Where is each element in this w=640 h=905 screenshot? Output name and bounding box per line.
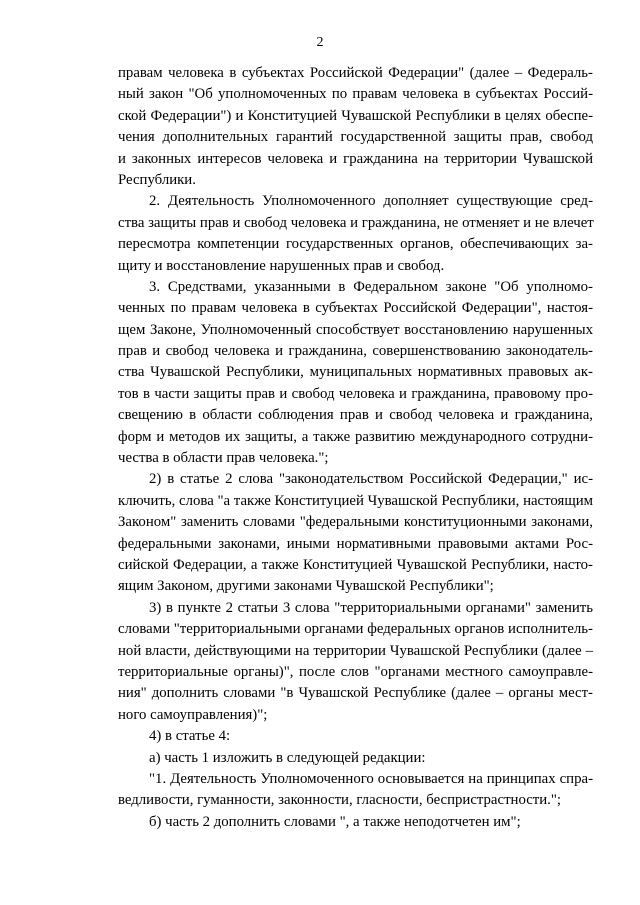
text-line: ный закон "Об уполномоченных по правам человека в субъектах Россий- <box>118 86 593 103</box>
text-line: ного самоуправления)"; <box>118 706 268 723</box>
text-line: Республики. <box>118 171 196 188</box>
text-line: "1. Деятельность Уполномоченного основывается на принципах спра- <box>149 770 593 787</box>
text-line: ской Федерации") и Конституцией Чувашской Республики в целях обеспе- <box>118 107 593 124</box>
text-line: ведливости, гуманности, законности, гласности, беспристрастности."; <box>118 792 562 809</box>
text-line: федеральными законами, иными нормативными правовыми актами Рос- <box>118 535 593 552</box>
text-line: пересмотра компетенции государственных органов, обеспечивающих за- <box>118 236 593 253</box>
text-line: б) часть 2 дополнить словами ", а также неподотчетен им"; <box>149 813 521 830</box>
text-line: свещению в области соблюдения прав и свобод человека и гражданина, <box>118 407 593 424</box>
text-line: правам человека в субъектах Российской Федерации" (далее – Федераль- <box>118 65 593 81</box>
text-line: ной власти, действующими на территории Чувашской Республики (далее – <box>118 642 593 659</box>
text-line: чения дополнительных гарантий государственной защиты прав, свобод <box>118 129 593 146</box>
text-line: щем Законе, Уполномоченный способствует восстановлению нарушенных <box>118 321 593 338</box>
text-line: тов в части защиты прав и свобод человека и гражданина, правовому про- <box>118 385 593 402</box>
text-line: словами "территориальными органами федеральных органов исполнитель- <box>118 621 593 638</box>
text-line: 3) в пункте 2 статьи 3 слова "территориальными органами" заменить <box>149 599 593 616</box>
text-line: форм и методов их защиты, а также развитию международного сотрудни- <box>118 428 593 445</box>
text-line: щиту и восстановление нарушенных прав и свобод. <box>118 257 445 274</box>
text-line: ченных по правам человека в субъектах Российской Федерации", настоя- <box>118 300 593 317</box>
text-line: 2) в статье 2 слова "законодательством Российской Федерации," ис- <box>149 471 593 488</box>
text-line: 3. Средствами, указанными в Федеральном законе "Об уполномо- <box>149 278 593 295</box>
text-line: и законных интересов человека и гражданина на территории Чувашской <box>118 150 593 167</box>
page-number: 2 <box>316 35 324 50</box>
text-line: чества в области прав человека."; <box>118 450 329 467</box>
text-line: ния" дополнить словами "в Чувашской Республике (далее – органы мест- <box>118 685 593 702</box>
text-line: прав и свобод человека и гражданина, совершенствованию законодатель- <box>118 343 593 360</box>
text-line: ства Чувашской Республики, муниципальных нормативных правовых ак- <box>118 364 593 381</box>
text-line: 2. Деятельность Уполномоченного дополняет существующие сред- <box>149 193 593 210</box>
text-line: ключить, слова "а также Конституцией Чувашской Республики, настоящим <box>118 492 593 509</box>
text-line: Законом" заменить словами "федеральными конституционными законами, <box>118 514 593 531</box>
document-body <box>118 63 593 833</box>
text-line: ящим Законом, другими законами Чувашской Республики"; <box>118 578 494 595</box>
text-line: а) часть 1 изложить в следующей редакции: <box>149 749 426 766</box>
text-line: территориальные органы)", после слов "органами местного самоуправле- <box>118 663 593 680</box>
text-line: сийской Федерации, а также Конституцией Чувашской Республики, насто- <box>118 556 593 573</box>
text-line: 4) в статье 4: <box>149 728 231 745</box>
text-line: ства защиты прав и свобод человека и гражданина, не отменяет и не влечет <box>118 214 594 231</box>
